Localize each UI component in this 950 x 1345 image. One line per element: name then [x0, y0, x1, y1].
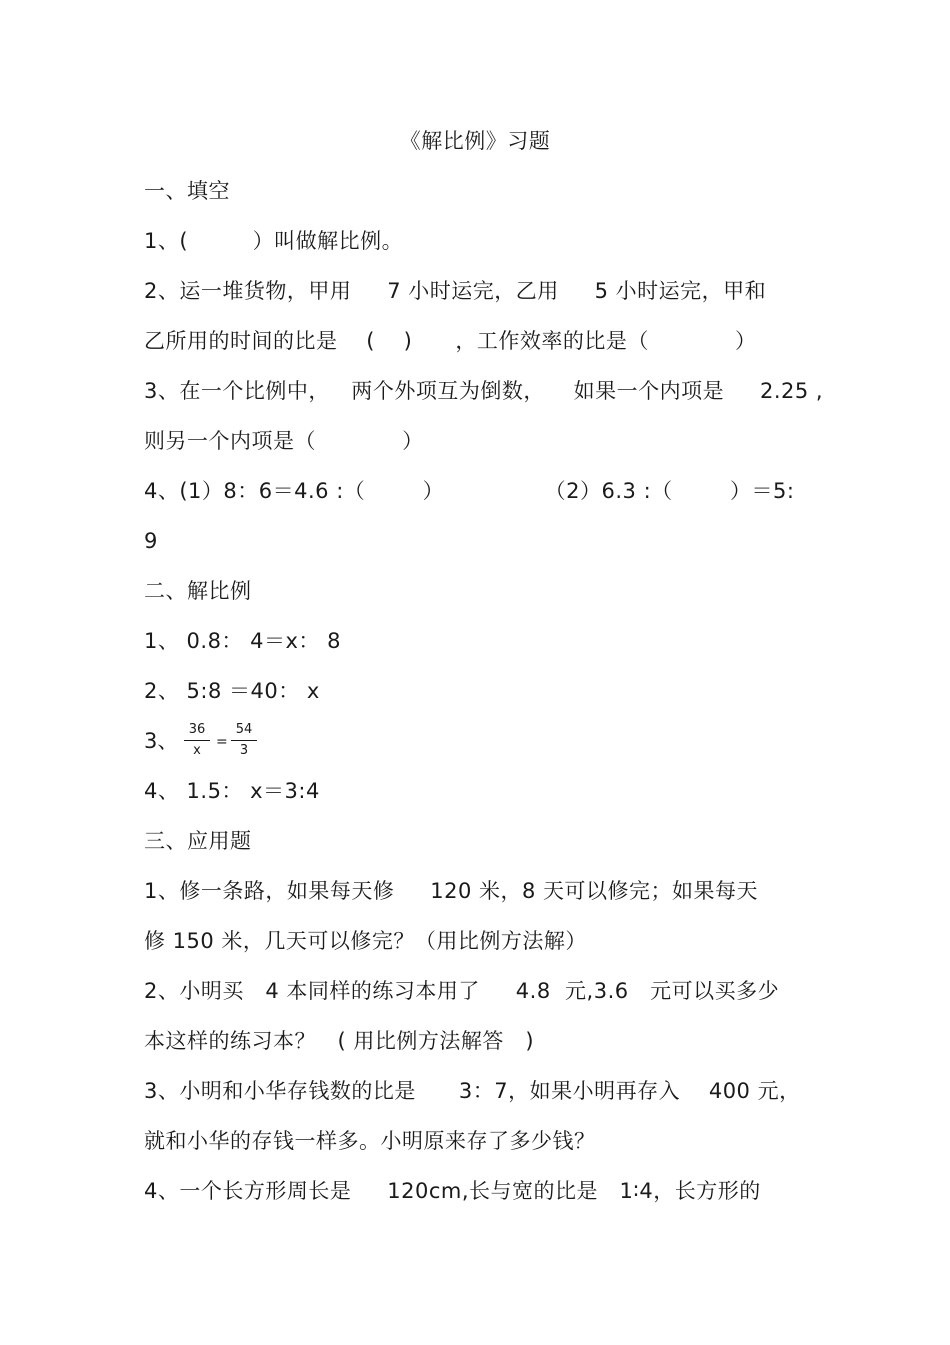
section-heading-fill-blank: 一、填空 — [144, 179, 230, 203]
section-heading-solve-proportion: 二、解比例 — [144, 579, 252, 603]
word-problem-3-line-1: 3、小明和小华存钱数的比是 3：7，如果小明再存入 400 元， — [144, 1079, 801, 1103]
word-problem-4-line-1: 4、一个长方形周长是 120cm,长与宽的比是 1∶4，长方形的 — [144, 1179, 761, 1203]
fraction-right-numerator: 54 — [231, 722, 257, 741]
equals-sign: = — [216, 734, 228, 750]
proportion-problem-2: 2、 5:8 ＝40： x — [144, 679, 320, 703]
fraction-right — [231, 722, 257, 759]
fraction-left — [184, 722, 210, 759]
word-problem-1-line-1: 1、修一条路，如果每天修 120 米，8 天可以修完；如果每天 — [144, 879, 759, 903]
proportion-problem-4: 4、 1.5： x＝3:4 — [144, 779, 320, 803]
fill-blank-question-3-line-1: 3、在一个比例中， 两个外项互为倒数， 如果一个内项是 2.25 , — [144, 379, 824, 403]
fill-blank-question-4-line-2: 9 — [144, 529, 158, 553]
page-title: 《解比例》习题 — [399, 129, 551, 153]
fill-blank-question-2-line-1: 2、运一堆货物，甲用 7 小时运完，乙用 5 小时运完，甲和 — [144, 279, 767, 303]
fraction-right-denominator: 3 — [239, 743, 249, 758]
proportion-problem-1: 1、 0.8： 4＝x： 8 — [144, 629, 341, 653]
fill-blank-question-2-line-2: 乙所用的时间的比是 ( ) ，工作效率的比是（ ） — [144, 329, 757, 353]
word-problem-2-line-1: 2、小明买 4 本同样的练习本用了 4.8 元,3.6 元可以买多少 — [144, 979, 780, 1003]
fill-blank-question-4-line-1: 4、(1）8：6＝4.6 :（ ） （2）6.3 :（ ）＝5: — [144, 479, 795, 503]
proportion-problem-3-number: 3、 — [144, 729, 179, 753]
word-problem-3-line-2: 就和小华的存钱一样多。小明原来存了多少钱？ — [144, 1129, 596, 1153]
fraction-left-numerator: 36 — [184, 722, 210, 741]
word-problem-1-line-2: 修 150 米，几天可以修完？（用比例方法解） — [144, 929, 587, 953]
fill-blank-question-1: 1、( ）叫做解比例。 — [144, 229, 404, 253]
section-heading-word-problems: 三、应用题 — [144, 829, 252, 853]
word-problem-2-line-2: 本这样的练习本？ ( 用比例方法解答 ) — [144, 1029, 535, 1053]
fraction-left-denominator: x — [193, 743, 201, 758]
fill-blank-question-3-line-2: 则另一个内项是（ ） — [144, 429, 424, 453]
